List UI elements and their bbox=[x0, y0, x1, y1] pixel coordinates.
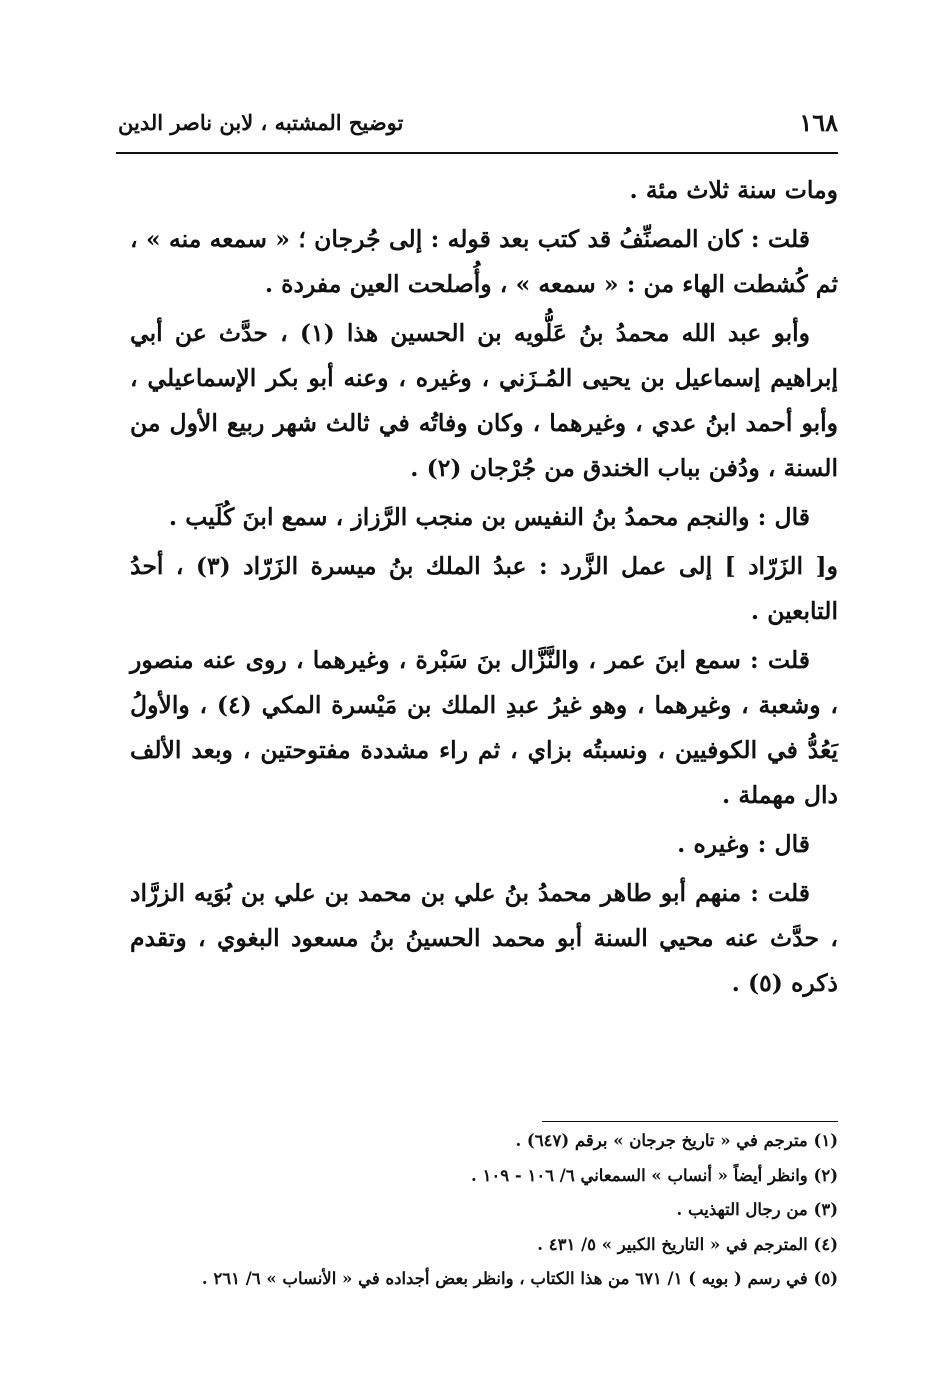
footnote: (٣) من رجال التهذيب . bbox=[676, 1200, 838, 1219]
footnotes bbox=[130, 1124, 838, 1297]
paragraph: قلت : كان المصنِّفُ قد كتب بعد قوله : إلى جُرجان ؛ « سمعه منه » ، ثم كُشطت الهاء من : « سمعه » ، وأُصلحت العين مفردة . bbox=[130, 225, 838, 298]
footnote: (١) مترجم في « تاريخ جرجان » برقم (٦٤٧) . bbox=[515, 1131, 838, 1150]
paragraph: ومات سنة ثلاث مئة . bbox=[629, 176, 838, 204]
paragraph: قلت : منهم أبو طاهر محمدُ بنُ علي بن محمد بن علي بن بُوَيه الزرَّاد ، حدَّث عنه محيي السنة أبو محمد الحسينُ بنُ مسعود البغوي ، وتقدم ذكره (٥) . bbox=[130, 879, 838, 997]
running-title: توضيح المشتبه ، لابن ناصر الدين bbox=[118, 110, 404, 135]
page-number: ١٦٨ bbox=[799, 108, 838, 137]
main-text bbox=[130, 168, 838, 1010]
footnote: (٤) المترجم في « التاريخ الكبير » ٥/ ٤٣١ . bbox=[537, 1234, 838, 1254]
paragraph: قلت : سمع ابنَ عمر ، والنَّزَّال بنَ سَبْرة ، وغيرهما ، روى عنه منصور ، وشعبة ، وغيرهما ، وهو غيرُ عبدِ الملك بن مَيْسرة المكي (٤) ، والأولُ يَعُدُّ في الكوفيين ، ونسبتُه بزاي ، ثم راء مشددة مفتوحتين ، وبعد الألف دال مهملة . bbox=[130, 646, 838, 809]
paragraph: وأبو عبد الله محمدُ بنُ عَلُّويه بن الحسين هذا (١) ، حدَّث عن أبي إبراهيم إسماعيل بن يحيى المُـزَني ، وغيره ، وعنه أبو بكر الإسماعيلي ، وأبو أحمد ابنُ عدي ، وغيرهما ، وكان وفاتُه في ثالث شهر ربيع الأول من السنة ، ودُفن بباب الخندق من جُرْجان (٢) . bbox=[130, 319, 838, 482]
paragraph: و[ الزَرّاد ] إلى عمل الزَّرد : عبدُ الملك بنُ ميسرة الزَرّاد (٣) ، أحدُ التابعين . bbox=[130, 552, 838, 625]
footnote-rule bbox=[542, 1121, 838, 1122]
paragraph: قال : والنجم محمدُ بنُ النفيس بن منجب الرَّزاز ، سمع ابنَ كُلَيب . bbox=[168, 503, 810, 531]
footnote: (٢) وانظر أيضاً « أنساب » السمعاني ٦/ ١٠٦ - ١٠٩ . bbox=[471, 1165, 838, 1185]
footnote: (٥) في رسم ( بويه ) ١/ ٦٧١ من هذا الكتاب ، وانظر بعض أجداده في « الأنساب » ٦/ ٢٦١ . bbox=[201, 1269, 838, 1288]
header-rule bbox=[116, 152, 838, 154]
paragraph: قال : وغيره . bbox=[677, 830, 810, 858]
page-header bbox=[118, 100, 838, 150]
